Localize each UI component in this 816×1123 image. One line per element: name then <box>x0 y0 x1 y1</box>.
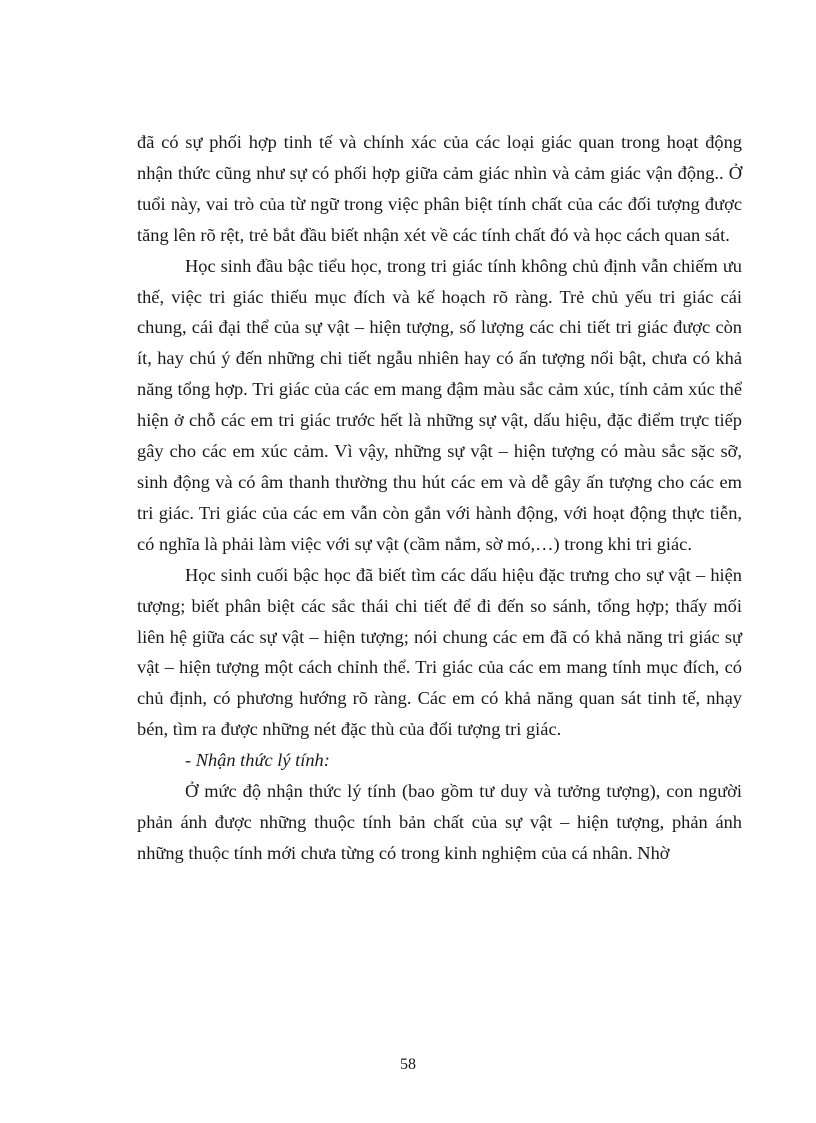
paragraph-late-primary-perception: Học sinh cuối bậc học đã biết tìm các dấu hiệu đặc trưng cho sự vật – hiện tượng; biết phân biệt các sắc thái chi tiết để đi đến so sánh, tổng hợp; thấy mối liên hệ giữa các sự vật – hiện tượng; nói chung các em đã có khả năng tri giác sự vật – hiện tượng một cách chỉnh thể. Tri giác của các em mang tính mục đích, có chủ định, có phương hướng rõ ràng. Các em có khả năng quan sát tinh tế, nhạy bén, tìm ra được những nét đặc thù của đối tượng tri giác. <box>137 564 742 740</box>
page-number: 58 <box>400 1056 416 1073</box>
section-heading-rational-cognition: - Nhận thức lý tính: <box>185 750 330 771</box>
paragraph-rational-cognition: Ở mức độ nhận thức lý tính (bao gồm tư duy và tưởng tượng), con người phản ánh được những thuộc tính bản chất của sự vật – hiện tượng, phản ánh những thuộc tính mới chưa từng có trong kinh nghiệm của cá nhân. Nhờ <box>137 781 742 863</box>
paragraph-continuation: đã có sự phối hợp tinh tế và chính xác của các loại giác quan trong hoạt động nhận thức cũng như sự có phối hợp giữa cảm giác nhìn và cảm giác vận động.. Ở tuổi này, vai trò của từ ngữ trong việc phân biệt tính chất của các đối tượng được tăng lên rõ rệt, trẻ bắt đầu biết nhận xét về các tính chất đó và học cách quan sát. <box>137 132 742 245</box>
paragraph-early-primary-perception: Học sinh đầu bậc tiểu học, trong tri giác tính không chủ định vẫn chiếm ưu thế, việc tri giác thiếu mục đích và kế hoạch rõ ràng. Trẻ chủ yếu tri giác cái chung, cái đại thể của sự vật – hiện tượng, số lượng các chi tiết tri giác được còn ít, hay chú ý đến những chi tiết ngẫu nhiên hay có ấn tượng nổi bật, chưa có khả năng tổng hợp. Tri giác của các em mang đậm màu sắc cảm xúc, tính cảm xúc thể hiện ở chỗ các em tri giác trước hết là những sự vật, dấu hiệu, đặc điểm trực tiếp gây cho các em xúc cảm. Vì vậy, những sự vật – hiện tượng có màu sắc sặc sỡ, sinh động và có âm thanh thường thu hút các em và dễ gây ấn tượng cho các em tri giác. Tri giác của các em vẫn còn gắn với hành động, với hoạt động thực tiễn, có nghĩa là phải làm việc với sự vật (cầm nắm, sờ mó,…) trong khi tri giác. <box>137 255 742 554</box>
document-body <box>137 127 742 869</box>
